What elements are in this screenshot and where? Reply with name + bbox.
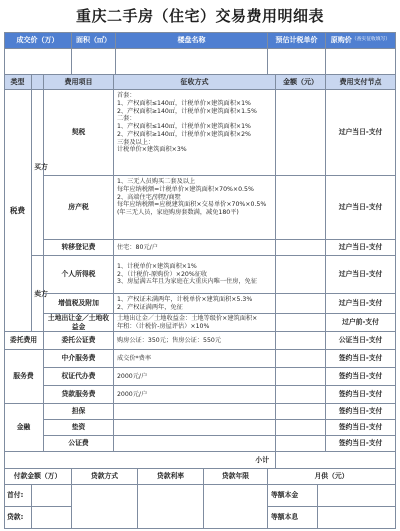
monthly-header: 月供（元） [268, 469, 396, 485]
notary-method: 购房公证：350元；售房公证：550元 [114, 332, 276, 350]
notary-node: 公证当日-支付 [326, 332, 396, 350]
amount-header: 金额（元） [276, 75, 326, 90]
vat-name: 增值税及附加 [44, 294, 114, 314]
building-name-cell[interactable] [116, 49, 268, 75]
income-tax-method [114, 256, 276, 294]
income-tax-name: 个人所得税 [44, 256, 114, 294]
agency-fee-name: 中介服务费 [44, 350, 114, 368]
notary-amount[interactable] [276, 332, 326, 350]
seller-label: 卖方 [34, 289, 48, 298]
equal-principal-value[interactable] [318, 507, 396, 529]
loan-rate-value[interactable] [138, 485, 204, 529]
guarantee-node: 签约当日-支付 [326, 404, 396, 420]
equal-principal-interest-value[interactable] [318, 485, 396, 507]
loan-fee-method: 2000元/户 [114, 386, 276, 404]
advance-node: 签约当日-支付 [326, 420, 396, 436]
advance-name: 垫资 [44, 420, 114, 436]
guarantee-amount[interactable] [276, 404, 326, 420]
loan-method-value[interactable] [72, 485, 138, 529]
guarantee-method [114, 404, 276, 420]
pay-node-header: 费用支付节点 [326, 75, 396, 90]
fee-item-header: 费用项目 [44, 75, 114, 90]
deed-tax-name: 契税 [44, 90, 114, 176]
advance-method [114, 420, 276, 436]
notary-name: 委托公证费 [44, 332, 114, 350]
subtotal-value[interactable] [276, 452, 396, 469]
transfer-fee-name: 转移登记费 [44, 240, 114, 256]
loan-rate-header: 贷款利率 [138, 469, 204, 485]
property-tax-method-text: 1、三无人员购买二套及以上 每年应纳税额=计税单价×建筑面积×70%×0.5% 2、高端住宅/别墅/商墅 每年应纳税额=应税建筑面积×交易单价×70%×0.5% (年三无人员，家庭购房套数满，减免180平) [117, 178, 267, 216]
rights-fee-amount[interactable] [276, 368, 326, 386]
fin-notary-node: 签约当日-支付 [326, 436, 396, 452]
first-pay-label: 首付: [4, 485, 32, 507]
fin-notary-name: 公证费 [44, 436, 114, 452]
fin-notary-amount[interactable] [276, 436, 326, 452]
buyer-label: 买方 [34, 162, 48, 171]
building-name-header: 楼盘名称 [116, 32, 268, 49]
vat-amount[interactable] [276, 294, 326, 314]
fin-notary-method [114, 436, 276, 452]
group-tax: 税费 [4, 90, 32, 332]
original-price-header [326, 32, 396, 49]
original-price-cell[interactable] [326, 49, 396, 75]
loan-value[interactable] [32, 507, 72, 529]
equal-principal-interest-label: 等额本金 [268, 485, 318, 507]
property-tax-amount[interactable] [276, 176, 326, 240]
land-fee-method [114, 314, 276, 332]
income-tax-method-text: 1、计税单价×建筑面积×1% 2、（计税价-原购价）×20%征收 3、房屋满五年且为家庭在大重庆内唯一住房，免征 [117, 262, 258, 286]
vat-method-text: 1、产权证未满两年，计税单价×建筑面积×5.3% 2、产权证满两年，免征 [117, 295, 253, 311]
rights-fee-method: 2000元/户 [114, 368, 276, 386]
agency-fee-amount[interactable] [276, 350, 326, 368]
deed-tax-amount[interactable] [276, 90, 326, 176]
land-fee-name: 土地出让金／土地收益金 [44, 314, 114, 332]
transfer-fee-node: 过户当日-支付 [326, 240, 396, 256]
first-pay-value[interactable] [32, 485, 72, 507]
deed-tax-method [114, 90, 276, 176]
property-tax-name: 房产税 [44, 176, 114, 240]
income-tax-amount[interactable] [276, 256, 326, 294]
land-fee-method-text: 土地出让金／土地收益金：土地等级价×建筑面积× 年租：（计税价-房屋评估）×10% [117, 314, 258, 330]
land-fee-node: 过户前-支付 [326, 314, 396, 332]
down-amount-header: 付款金额（万） [4, 469, 72, 485]
group-agency: 委托费用 [4, 332, 44, 350]
original-price-label: 原购价 [330, 35, 352, 44]
vat-node: 过户当日-支付 [326, 294, 396, 314]
transfer-fee-amount[interactable] [276, 240, 326, 256]
advance-amount[interactable] [276, 420, 326, 436]
deed-tax-node: 过户当日-支付 [326, 90, 396, 176]
guarantee-name: 担保 [44, 404, 114, 420]
deal-price-header: 成交价（万） [4, 32, 72, 49]
income-tax-node: 过户当日-支付 [326, 256, 396, 294]
agency-fee-method: 成交价*费率 [114, 350, 276, 368]
area-cell[interactable] [72, 49, 116, 75]
loan-label: 贷款: [4, 507, 32, 529]
agency-fee-node: 签约当日-支付 [326, 350, 396, 368]
deed-tax-method-text: 首套： 1、产权面积≤140㎡，计税单价×建筑面积×1% 2、产权面积≥140㎡，计税单价×建筑面积×1.5% 二套： 1、产权面积≤140㎡，计税单价×建筑面积×1% 2、产权面积≥140㎡，计税单价×建筑面积×2% 三套及以上： 计税单价×建筑面积×3% [117, 92, 257, 154]
loan-fee-name: 贷款服务费 [44, 386, 114, 404]
type-header: 类型 [4, 75, 32, 90]
group-service: 服务费 [4, 350, 44, 404]
sheet-title: 重庆二手房（住宅）交易费用明细表 [75, 7, 324, 25]
rights-fee-node: 签约当日-支付 [326, 368, 396, 386]
loan-method-header: 贷款方式 [72, 469, 138, 485]
land-fee-amount[interactable] [276, 314, 326, 332]
deal-price-cell[interactable] [4, 49, 72, 75]
transfer-fee-method: 住宅：80元/户 [114, 240, 276, 256]
loan-years-value[interactable] [204, 485, 268, 529]
est-unit-price-cell[interactable] [268, 49, 326, 75]
rights-fee-name: 权证代办费 [44, 368, 114, 386]
loan-fee-node: 签约当日-支付 [326, 386, 396, 404]
group-finance: 金融 [4, 404, 44, 452]
method-header: 征收方式 [114, 75, 276, 90]
vat-method [114, 294, 276, 314]
equal-principal-label: 等额本息 [268, 507, 318, 529]
property-tax-method [114, 176, 276, 240]
sub-header-blank [32, 75, 44, 90]
loan-fee-amount[interactable] [276, 386, 326, 404]
area-header: 面积（㎡） [72, 32, 116, 49]
loan-years-header: 贷款年限 [204, 469, 268, 485]
subtotal-label: 小计 [4, 452, 276, 469]
original-price-note: （查实征收填写） [351, 37, 391, 42]
est-unit-price-header: 预估计税单价 [268, 32, 326, 49]
property-tax-node: 过户当日-支付 [326, 176, 396, 240]
